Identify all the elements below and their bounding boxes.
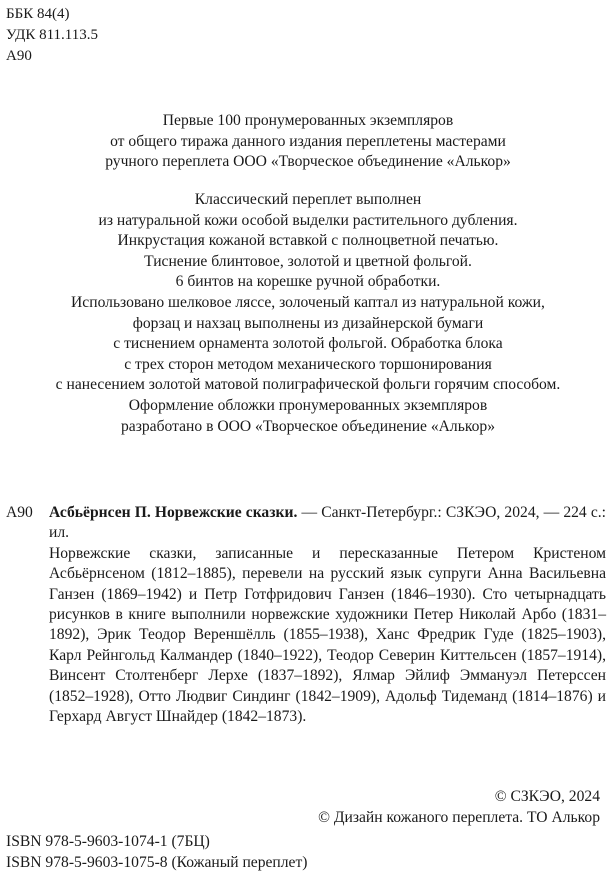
annotation: Норвежские сказки, записанные и пересказанные Петером Кристеном Асбьёрнсеном (1812–1885), перевели на русский язык супруги Анна Васильевна Ганзен (1869–1942) и Петр Готфридович Ганзен (1846–1930). Сто четырнадцать рисунков в книге выполнили норвежские художники Петер Николай Арбо (1831–1892), Эрик Теодор Вереншёлль (1855–1938), Ханс Фредрик Гуде (1825–1903), Карл Рейнгольд Калмандер (1840–1922), Теодор Северин Киттельсен (1857–1914), Винсент Столтенберг Лерхе (1837–1892), Ялмар Эйлиф Эммануэл Петерссен (1852–1928), Отто Людвиг Синдинг (1842–1909), Адольф Тидеманд (1814–1876) и Герхард Август Шнайдер (1842–1873). <box>49 544 606 726</box>
binding-line: 6 бинтов на корешке ручной обработки. <box>175 273 441 291</box>
entry-imprint: — Санкт-Петербург.: СЗКЭО, 2024, — 224 с.: ил. <box>49 504 606 542</box>
limited-edition-line: Первые 100 пронумерованных экземпляров <box>162 112 454 129</box>
catalog-code: А90 <box>6 504 33 521</box>
limited-edition-line: ручного переплета ООО «Творческое объединение «Алькор» <box>105 153 511 171</box>
bibliographic-entry <box>49 503 606 544</box>
limited-edition-line: от общего тиража данного издания переплетены мастерами <box>110 132 506 150</box>
binding-line: Инкрустация кожаной вставкой с полноцветной печатью. <box>117 232 499 250</box>
binding-line: с тиснением орнамента золотой фольгой. Обработка блока <box>113 335 503 353</box>
catalog-body <box>49 503 606 727</box>
isbn-line: ISBN 978-5-9603-1074-1 (7БЦ) <box>6 833 210 850</box>
binding-line: Использовано шелковое ляссе, золоченый каптал из натуральной кожи, <box>71 293 545 311</box>
binding-line: разработано в ООО «Творческое объединение «Алькор» <box>120 417 495 435</box>
isbn-line: ISBN 978-5-9603-1075-8 (Кожаный переплет) <box>6 853 308 871</box>
binding-line: форзац и нахзац выполнены из дизайнерской бумаги <box>132 314 484 332</box>
binding-description <box>0 190 616 437</box>
binding-line: из натуральной кожи особой выделки растительного дубления. <box>98 211 518 229</box>
author-mark: А90 <box>6 48 32 64</box>
copyright-block <box>318 787 600 828</box>
catalog-card <box>6 503 606 727</box>
binding-line: с нанесением золотой матовой полиграфической фольги горячим способом. <box>55 376 561 394</box>
binding-line: Классический переплет выполнен <box>194 191 422 208</box>
binding-line: Оформление обложки пронумерованных экземпляров <box>128 396 488 414</box>
binding-line: с трех сторон методом механического торшонирования <box>124 355 492 373</box>
udk-code: УДК 811.113.5 <box>6 27 98 43</box>
isbn-block <box>6 832 307 873</box>
copyright-line: © СЗКЭО, 2024 <box>494 788 600 805</box>
limited-edition-note <box>0 111 616 173</box>
copyright-line: © Дизайн кожаного переплета. ТО Алькор <box>318 808 600 826</box>
bbk-code: ББК 84(4) <box>6 6 70 22</box>
entry-title: Асбьёрнсен П. Норвежские сказки. <box>49 504 298 521</box>
classification-codes <box>6 4 98 67</box>
binding-line: Тиснение блинтовое, золотой и цветной фольгой. <box>144 252 472 270</box>
